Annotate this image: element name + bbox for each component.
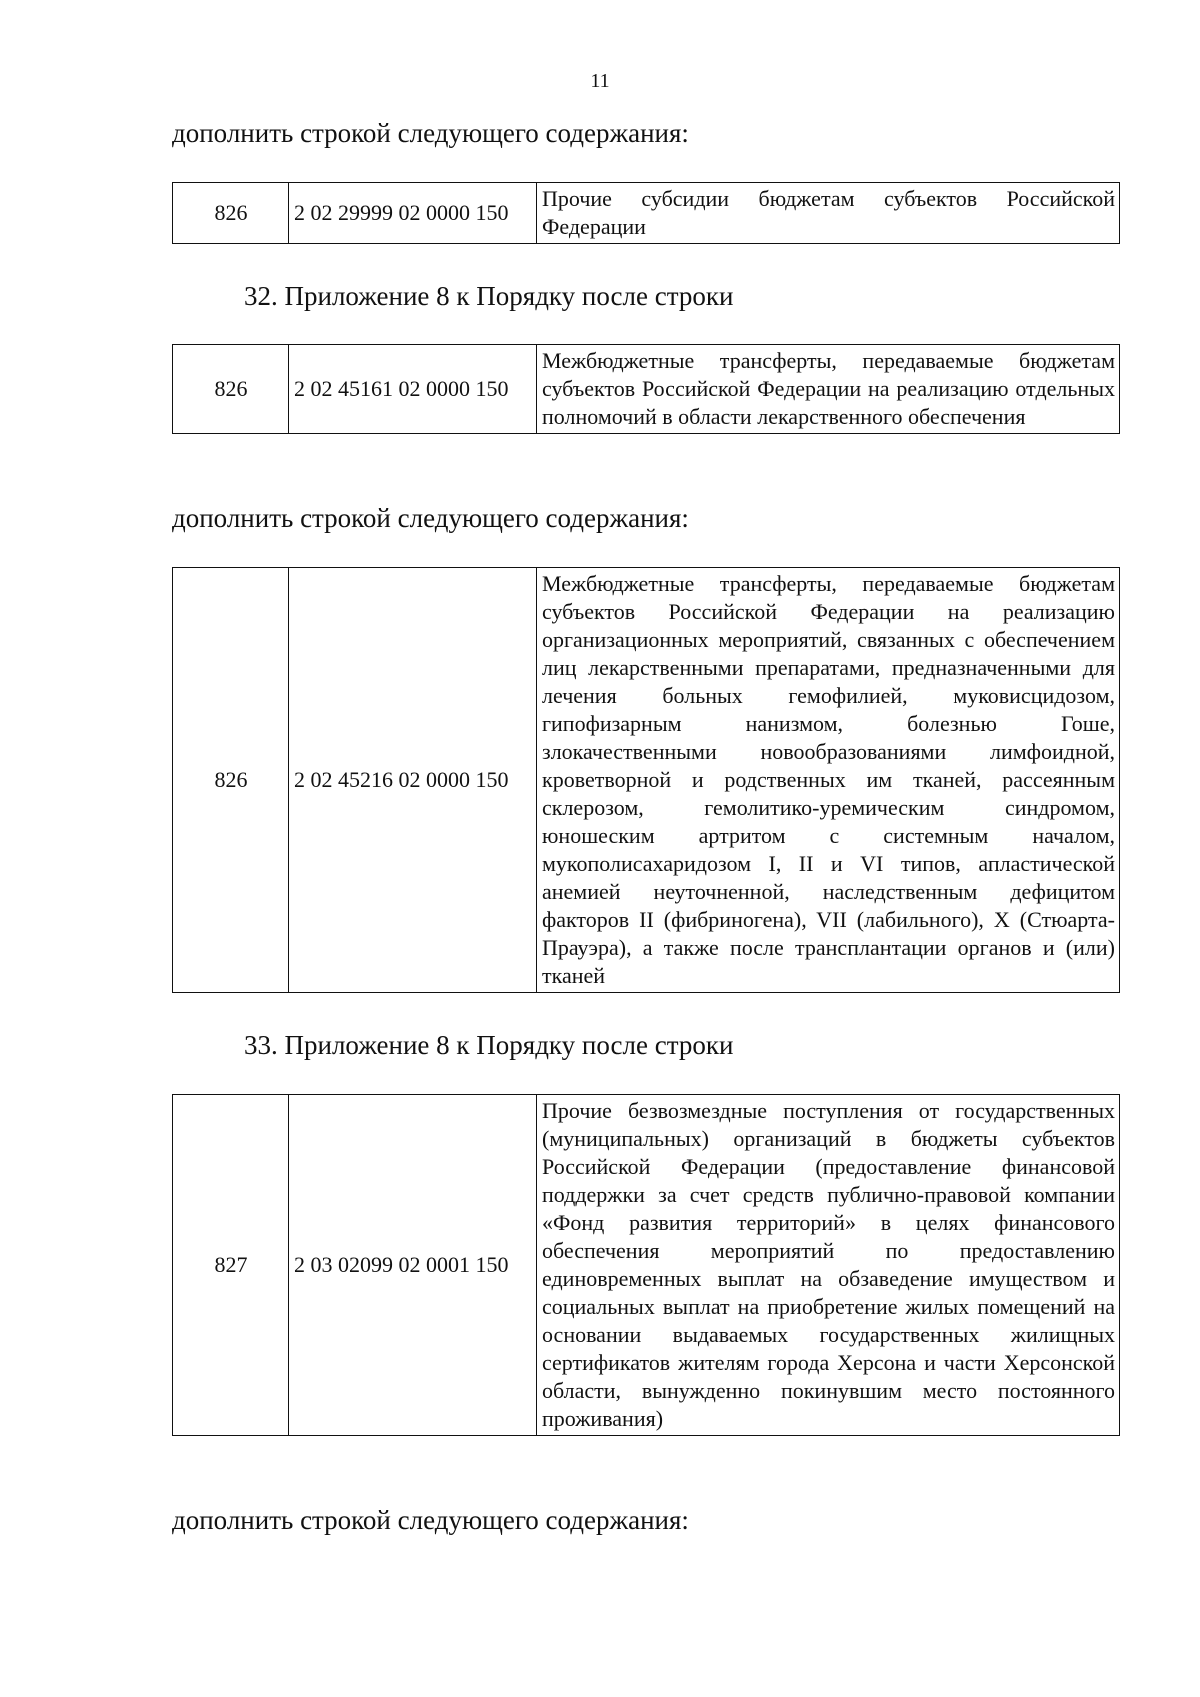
budget-table-1	[172, 182, 1120, 244]
section-heading-32: 32. Приложение 8 к Порядку после строки	[244, 281, 734, 311]
kbk-code-cell: 2 02 45161 02 0000 150	[289, 345, 537, 434]
admin-code-cell: 827	[173, 1095, 289, 1436]
table-row	[173, 183, 1120, 244]
admin-code-cell: 826	[173, 568, 289, 993]
instruction-text-3: дополнить строкой следующего содержания:	[172, 1505, 689, 1535]
description-cell: Межбюджетные трансферты, передаваемые бюджетам субъектов Российской Федерации на реализацию организационных мероприятий, связанных с обеспечением лиц лекарственными препаратами, предназначенными для лечения больных гемофилией, муковисцидозом, гипофизарным нанизмом, болезнью Гоше, злокачественными новообразованиями лимфоидной, кроветворной и родственных им тканей, рассеянным склерозом, гемолитико-уремическим синдромом, юношеским артритом с системным началом, мукополисахаридозом I, II и VI типов, апластической анемией неуточненной, наследственным дефицитом факторов II (фибриногена), VII (лабильного), X (Стюарта-Прауэра), а также после трансплантации органов и (или) тканей	[537, 568, 1120, 993]
instruction-text-2: дополнить строкой следующего содержания:	[172, 503, 689, 533]
section-heading-33: 33. Приложение 8 к Порядку после строки	[244, 1030, 734, 1060]
budget-table-4	[172, 1094, 1120, 1436]
kbk-code-cell: 2 03 02099 02 0001 150	[289, 1095, 537, 1436]
page-number: 11	[590, 70, 610, 92]
description-cell: Межбюджетные трансферты, передаваемые бюджетам субъектов Российской Федерации на реализацию отдельных полномочий в области лекарственного обеспечения	[537, 345, 1120, 434]
kbk-code-cell: 2 02 29999 02 0000 150	[289, 183, 537, 244]
kbk-code-cell: 2 02 45216 02 0000 150	[289, 568, 537, 993]
table-row	[173, 1095, 1120, 1436]
instruction-text-1: дополнить строкой следующего содержания:	[172, 118, 689, 148]
table-row	[173, 568, 1120, 993]
description-cell: Прочие субсидии бюджетам субъектов Российской Федерации	[537, 183, 1120, 244]
budget-table-2	[172, 344, 1120, 434]
budget-table-3	[172, 567, 1120, 993]
table-row	[173, 345, 1120, 434]
description-cell: Прочие безвозмездные поступления от государственных (муниципальных) организаций в бюджеты субъектов Российской Федерации (предоставление финансовой поддержки за счет средств публично-правовой компании «Фонд развития территорий» в целях финансового обеспечения мероприятий по предоставлению единовременных выплат на обзаведение имуществом и социальных выплат на приобретение жилых помещений на основании выдаваемых государственных жилищных сертификатов жителям города Херсона и части Херсонской области, вынужденно покинувшим место постоянного проживания)	[537, 1095, 1120, 1436]
admin-code-cell: 826	[173, 345, 289, 434]
admin-code-cell: 826	[173, 183, 289, 244]
